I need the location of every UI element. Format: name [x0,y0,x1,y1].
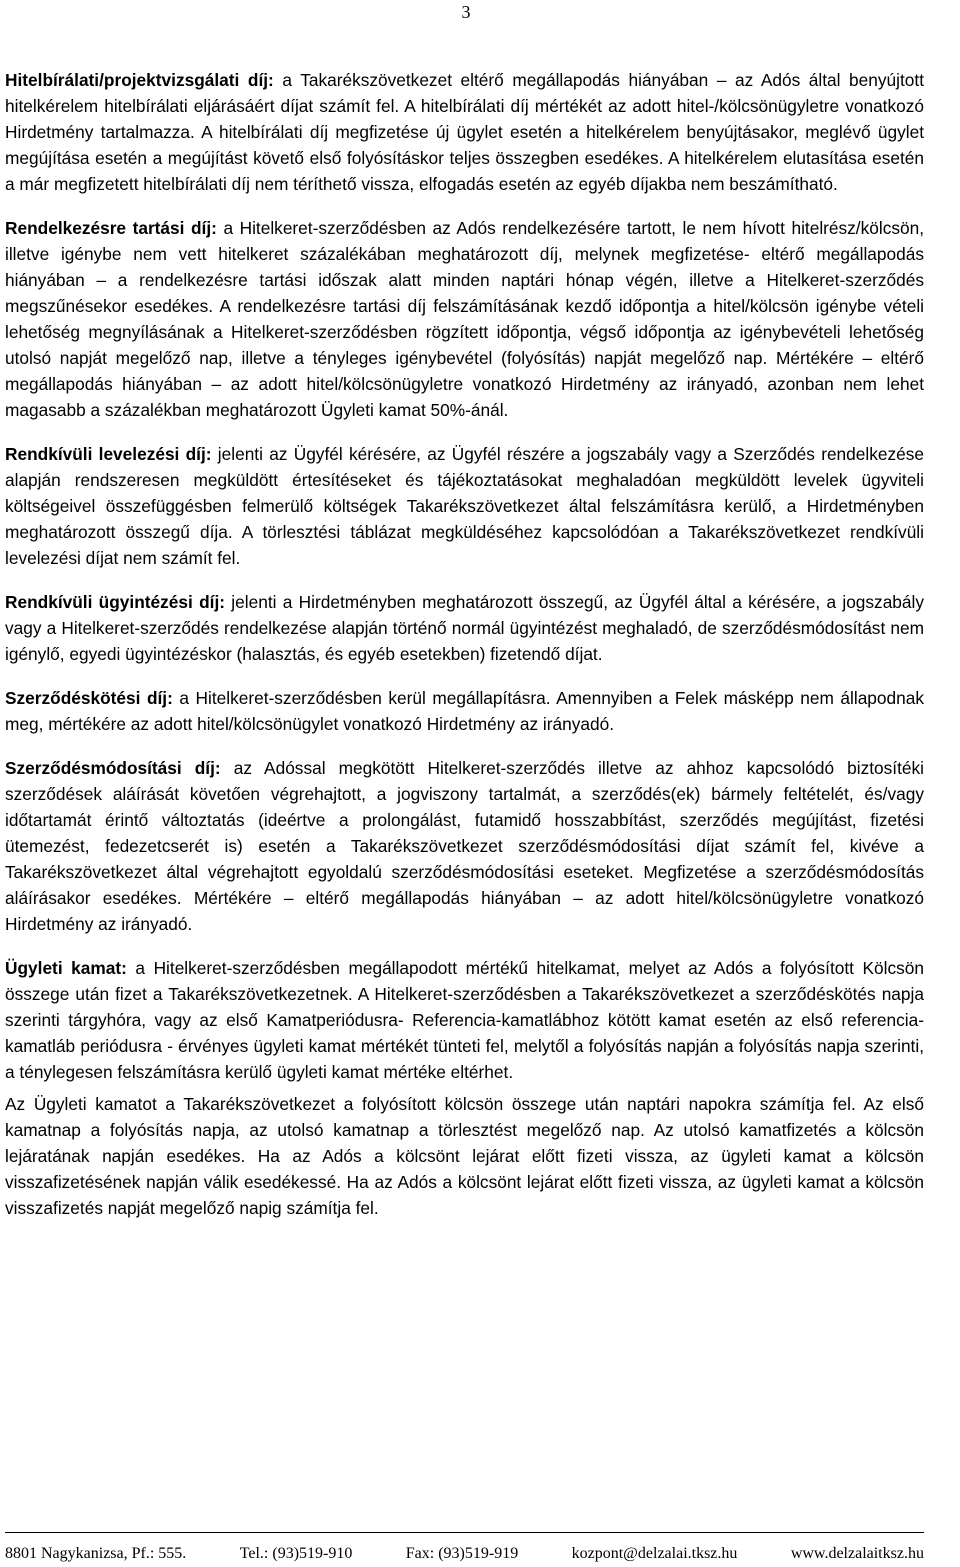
paragraph-text: a Hitelkeret-szerződésben megállapodott mértékű hitelkamat, melyet az Adós a folyósított Kölcsön összege után fizet a Takarékszövetkezetnek. A Hitelkeret-szerződésben a Takarékszövetkezet a szerződéskötés napja szerinti tárgyhóra, vagy az első Kamatperiódusra- Referencia-kamatlábhoz kötött kamat esetén az első referencia-kamatláb periódusra - érvényes ügyleti kamat mértékét tünteti fel, melytől a folyósítás napján a folyósítás napja szerinti, a ténylegesen felszámításra kerülő ügyleti kamat mértéke eltérhet. [5,958,924,1082]
paragraph-text: a Hitelkeret-szerződésben az Adós rendelkezésére tartott, le nem hívott hitelrész/kölcsön, illetve igénybe nem vett hitelkeret százalékában meghatározott díj, melynek megfizetése- eltérő megállapodás hiányában – a rendelkezésre tartási időszak alatt minden naptári hónap végén, illetve a Hitelkeret-szerződés megszűnésekor esedékes. A rendelkezésre tartási díj felszámításának kezdő időpontja a hitel/kölcsön igénybe vételi lehetőség megnyílásának a Hitelkeret-szerződésben rögzített időpontja, végső időpontja az igénybevételi lehetőség utolsó napját megelőző nap, illetve a tényleges igénybevétel (folyósítás) napját megelőző nap. Mértékére – eltérő megállapodás hiányában – az adott hitel/kölcsönügyletre vonatkozó Hirdetmény az irányadó, azonban nem lehet magasabb a százalékban meghatározott Ügyleti kamat 50%-ánál. [5,218,924,420]
term-rendkivuli-ugyintezesi-dij: Rendkívüli ügyintézési díj: [5,592,226,612]
page-number: 3 [461,2,471,22]
footer-website: www.delzalaitksz.hu [790,1545,924,1562]
paragraph-szerzodesmodositasi-dij [5,755,924,937]
term-ugyleti-kamat: Ügyleti kamat: [5,958,127,978]
paragraph-hitelbiralati-dij [5,67,924,197]
paragraph-rendkivuli-ugyintezesi-dij [5,589,924,667]
term-rendkivuli-levelezesi-dij: Rendkívüli levelezési díj: [5,444,212,464]
paragraph-text: Az Ügyleti kamatot a Takarékszövetkezet a folyósított kölcsön összege után naptári napokra számítja fel. Az első kamatnap a folyósítás napja, az utolsó kamatnap a törlesztést megelőző nap. Az utolsó kamatfizetés a kölcsön lejáratának napján esedékes. Ha az Adós a kölcsönt lejárat előtt fizeti vissza, az ügyleti kamat a kölcsön visszafizetésének napján válik esedékessé. Ha az Adós a kölcsönt lejárat előtt fizeti vissza, az ügyleti kamat a kölcsön visszafizetés napját megelőző napig számítja fel. [5,1094,924,1218]
paragraph-rendkivuli-levelezesi-dij [5,441,924,571]
footer-fax: Fax: (93)519-919 [405,1545,519,1562]
paragraph-text: jelenti a Hirdetményben meghatározott összegű, az Ügyfél által a kérésére, a jogszabály vagy a Hitelkeret-szerződés rendelkezése alapján történő normál ügyintézést meghaladó, de szerződésmódosítást nem igénylő, egyedi ügyintézéskor (halasztás, és egyéb esetekben) fizetendő díjat. [5,592,925,664]
term-hitelbiralati-dij: Hitelbírálati/projektvizsgálati díj: [5,70,274,90]
term-szerzodesmodositasi-dij: Szerződésmódosítási díj: [5,758,221,778]
paragraph-ugyleti-kamat-szamitasa [5,1091,924,1221]
page-footer [5,1532,924,1563]
paragraph-text: a Hitelkeret-szerződésben kerül megállapításra. Amennyiben a Felek másképp nem állapodnak meg, mértékére az adott hitel/kölcsönügylet vonatkozó Hirdetmény az irányadó. [5,688,925,734]
footer-phone: Tel.: (93)519-910 [239,1545,353,1562]
term-rendelkezesre-tartasi-dij: Rendelkezésre tartási díj: [5,218,217,238]
paragraph-text: a Takarékszövetkezet eltérő megállapodás hiányában – az Adós által benyújtott hitelkérelem hitelbírálati eljárásáért díjat számít fel. A hitelbírálati díj mértékét az adott hitel-/kölcsönügyletre vonatkozó Hirdetmény tartalmazza. A hitelbírálati díj megfizetése új ügylet esetén a hitelkérelem benyújtásakor, meglévő ügylet megújítása esetén a megújítást követő első folyósításkor teljes összegben esedékes. A hitelkérelem elutasítása esetén a már megfizetett hitelbírálati díj nem téríthető vissza, elfogadás esetén az egyéb díjakba nem beszámítható. [5,70,924,194]
paragraph-text: az Adóssal megkötött Hitelkeret-szerződés illetve az ahhoz kapcsolódó biztosítéki szerződések aláírását követően végrehajtott, a jogviszony tartalmát, a szerződés(ek) bármely feltételét, és/vagy időtartamát érintő változtatás (ideértve a prolongálást, futamidő hosszabbítást, szerződés megújítást, fizetési ütemezést, fedezetcserét is) esetén a Takarékszövetkezet szerződésmódosítási díjat számít fel, kivéve a Takarékszövetkezet által végrehajtott egyoldalú szerződésmódosítási eseteket. Megfizetése a szerződésmódosítás aláírásakor esedékes. Mértékére – eltérő megállapodás hiányában – az adott hitel/kölcsönügyletre vonatkozó Hirdetmény az irányadó. [5,758,924,934]
footer-email: kozpont@delzalai.tksz.hu [571,1545,738,1562]
term-szerzodeskotesi-dij: Szerződéskötési díj: [5,688,173,708]
paragraph-szerzodeskotesi-dij [5,685,924,737]
paragraph-rendelkezesre-tartasi-dij [5,215,924,423]
footer-address: 8801 Nagykanizsa, Pf.: 555. [5,1545,187,1562]
paragraph-ugyleti-kamat [5,955,924,1085]
document-body [5,67,924,1239]
paragraph-text: jelenti az Ügyfél kérésére, az Ügyfél részére a jogszabály vagy a Szerződés rendelkezése alapján rendszeresen megküldött értesítéseket és tájékoztatásokat meghaladóan megküldött levelek ügyviteli költségeivel összefüggésben felmerülő költségek Takarékszövetkezet által felszámításra kerülő, a Hirdetményben meghatározott összegű díja. A törlesztési táblázat megküldéséhez kapcsolódóan a Takarékszövetkezet rendkívüli levelezési díjat nem számít fel. [5,444,924,568]
